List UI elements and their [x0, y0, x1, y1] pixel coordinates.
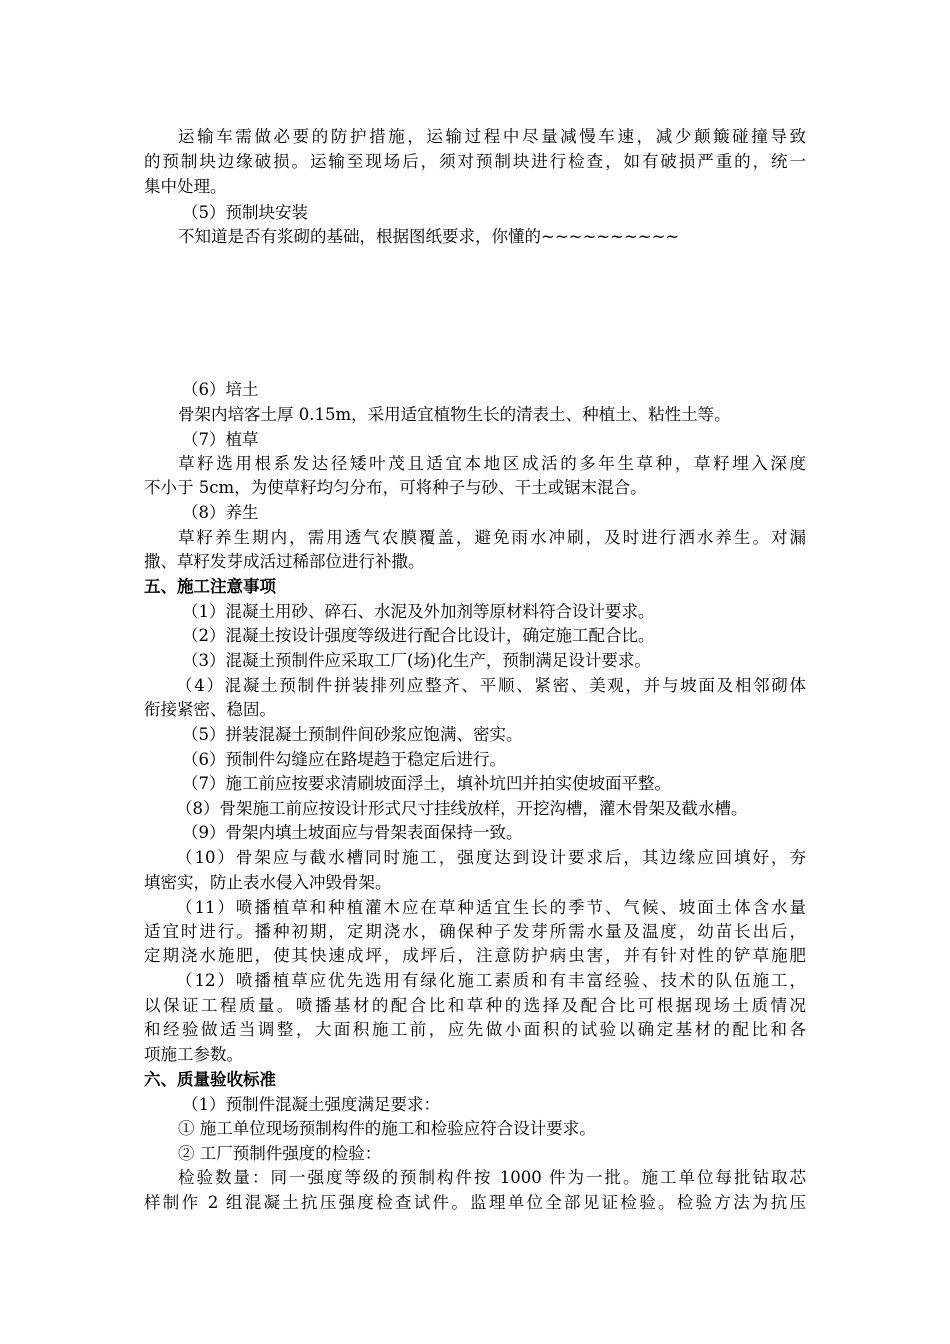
section-heading-5: 五、施工注意事项	[144, 577, 276, 596]
note-10-line2: 填密实，防止表水侵入冲毁骨架。	[144, 873, 392, 892]
note-11-line1: （11）喷播植草和种植灌木应在草种适宜生长的季节、气候、坡面土体含水量	[176, 898, 806, 917]
paragraph-grass-line2: 不小于 5cm，为使草籽均匀分布，可将种子与砂、干土或锯末混合。	[144, 478, 647, 497]
note-1: （1）混凝土用砂、碎石、水泥及外加剂等原材料符合设计要求。	[182, 602, 655, 621]
subheading-8: （8）养生	[182, 503, 259, 522]
note-12-line2: 以保证工程质量。喷播基材的配合比和草种的选择及配合比可根据现场土质情况	[144, 996, 806, 1015]
paragraph-soil: 骨架内培客土厚 0.15m，采用适宜植物生长的清表土、种植土、粘性土等。	[178, 405, 731, 424]
quality-item-1b: ② 工厂预制件强度的检验：	[178, 1144, 382, 1163]
note-11-line3: 定期浇水施肥，使其快速成坪，成坪后，注意防护病虫害，并有针对性的铲草施肥	[144, 946, 806, 965]
paragraph-transport-line1: 运输车需做必要的防护措施，运输过程中尽量减慢车速，减少颠簸碰撞导致	[178, 127, 806, 146]
paragraph-curing-line2: 撒、草籽发芽成活过稀部位进行补撒。	[144, 552, 425, 571]
note-10-line1: （10）骨架应与截水槽同时施工，强度达到设计要求后，其边缘应回填好，夯	[176, 848, 806, 867]
paragraph-grass-line1: 草籽选用根系发达径矮叶茂且适宜本地区成活的多年生草种，草籽埋入深度	[178, 454, 806, 473]
paragraph-install: 不知道是否有浆砌的基础，根据图纸要求，你懂的~~~~~~~~~~	[178, 227, 680, 246]
section-heading-6: 六、质量验收标准	[144, 1070, 276, 1089]
subheading-7: （7）植草	[182, 430, 259, 449]
note-4-line2: 衔接紧密、稳固。	[144, 700, 276, 719]
quality-item-1c-line2: 样制作 2 组混凝土抗压强度检查试件。监理单位全部见证检验。检验方法为抗压	[144, 1193, 806, 1212]
note-2: （2）混凝土按设计强度等级进行配合比设计，确定施工配合比。	[182, 626, 655, 645]
note-4-line1: （4）混凝土预制件拼装排列应整齐、平顺、紧密、美观，并与坡面及相邻砌体	[176, 676, 806, 695]
note-12-line3: 和经验做适当调整，大面积施工前，应先做小面积的试验以确定基材的配比和各	[144, 1020, 806, 1039]
paragraph-curing-line1: 草籽养生期内，需用透气农膜覆盖，避免雨水冲刷，及时进行洒水养生。对漏	[178, 528, 806, 547]
subheading-6: （6）培土	[182, 380, 259, 399]
paragraph-transport-line2: 的预制块边缘破损。运输至现场后，须对预制块进行检查，如有破损严重的，统一	[144, 152, 806, 171]
note-11-line2: 适宜时进行。播种初期，定期浇水，确保种子发芽所需水量及温度，幼苗长出后，	[144, 922, 806, 941]
quality-item-1a: ① 施工单位现场预制构件的施工和检验应符合设计要求。	[178, 1119, 596, 1138]
note-6: （6）预制件勾缝应在路堤趋于稳定后进行。	[182, 750, 506, 769]
note-12-line1: （12）喷播植草应优先选用有绿化施工素质和有丰富经验、技术的队伍施工，	[176, 971, 806, 990]
quality-item-1c-line1: 检验数量：同一强度等级的预制构件按 1000 件为一批。施工单位每批钻取芯	[178, 1168, 806, 1187]
note-8: （8）骨架施工前应按设计形式尺寸挂线放样，开挖沟槽，灌木骨架及截水槽。	[176, 799, 748, 818]
note-5: （5）拼装混凝土预制件间砂浆应饱满、密实。	[182, 725, 523, 744]
paragraph-transport-line3: 集中处理。	[144, 177, 227, 196]
quality-item-1: （1）预制件混凝土强度满足要求：	[182, 1095, 440, 1114]
note-3: （3）混凝土预制件应采取工厂(场)化生产，预制满足设计要求。	[182, 651, 651, 670]
note-12-line4: 项施工参数。	[144, 1045, 243, 1064]
note-7: （7）施工前应按要求清刷坡面浮土，填补坑凹并拍实使坡面平整。	[182, 774, 671, 793]
subheading-5: （5）预制块安装	[182, 203, 308, 222]
note-9: （9）骨架内填土坡面应与骨架表面保持一致。	[182, 823, 523, 842]
